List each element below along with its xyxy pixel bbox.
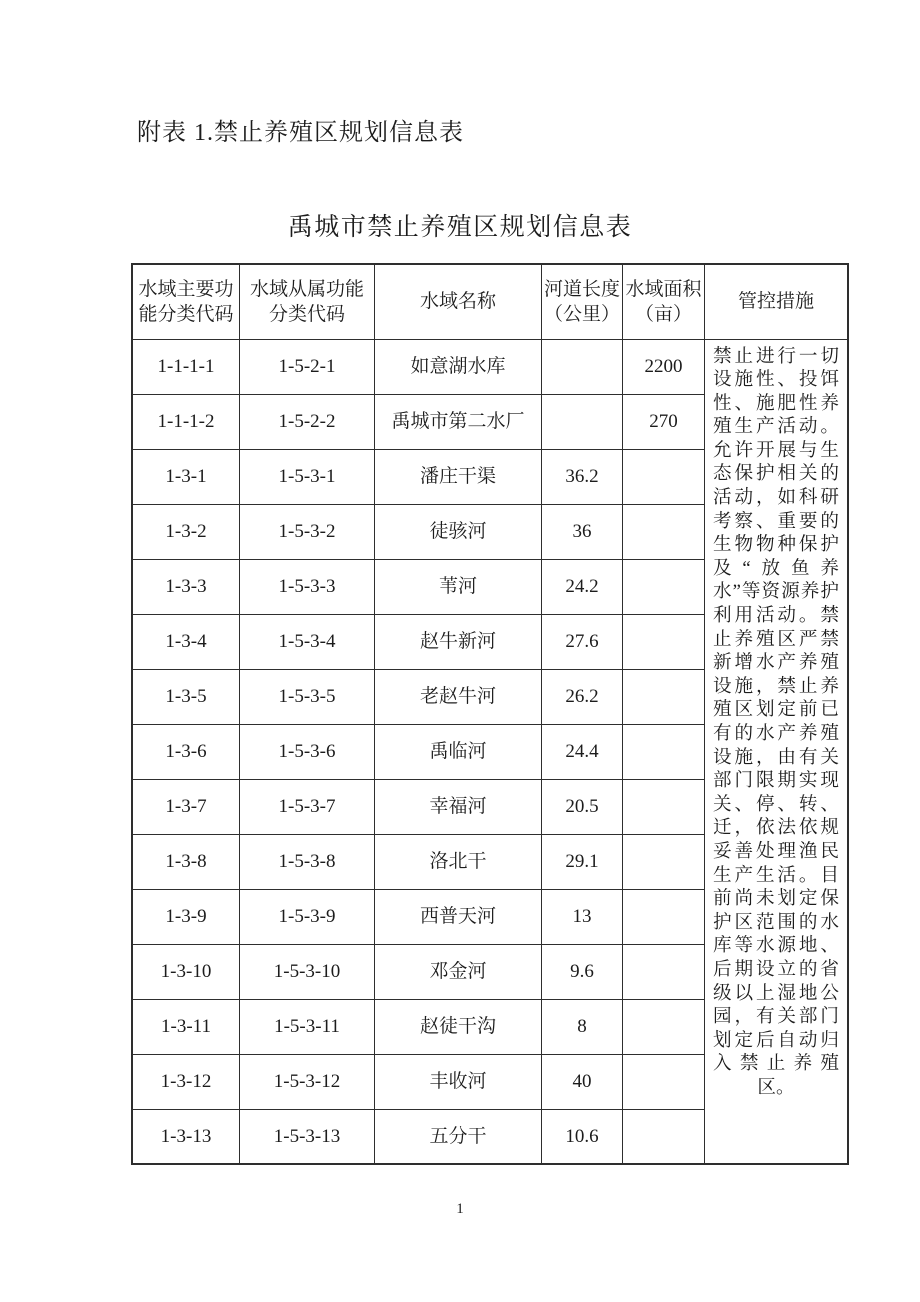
cell-length: 36.2 <box>542 449 623 504</box>
cell-area <box>623 669 705 724</box>
cell-length: 24.2 <box>542 559 623 614</box>
cell-main-code: 1-3-11 <box>132 999 240 1054</box>
cell-main-code: 1-3-1 <box>132 449 240 504</box>
table-body <box>132 339 848 1164</box>
cell-name: 苇河 <box>375 559 542 614</box>
cell-area <box>623 999 705 1054</box>
cell-sub-code: 1-5-3-3 <box>240 559 375 614</box>
cell-sub-code: 1-5-3-5 <box>240 669 375 724</box>
cell-name: 赵徒干沟 <box>375 999 542 1054</box>
cell-area <box>623 944 705 999</box>
cell-sub-code: 1-5-3-2 <box>240 504 375 559</box>
cell-length <box>542 394 623 449</box>
cell-area <box>623 779 705 834</box>
cell-name: 潘庄干渠 <box>375 449 542 504</box>
cell-area <box>623 834 705 889</box>
cell-main-code: 1-3-13 <box>132 1109 240 1164</box>
cell-sub-code: 1-5-3-7 <box>240 779 375 834</box>
cell-name: 邓金河 <box>375 944 542 999</box>
cell-area: 2200 <box>623 339 705 394</box>
cell-length: 13 <box>542 889 623 944</box>
cell-name: 老赵牛河 <box>375 669 542 724</box>
cell-length: 40 <box>542 1054 623 1109</box>
cell-main-code: 1-1-1-1 <box>132 339 240 394</box>
page-number: 1 <box>456 1201 464 1217</box>
cell-name: 如意湖水库 <box>375 339 542 394</box>
cell-main-code: 1-3-2 <box>132 504 240 559</box>
column-header-area: 水域面积（亩） <box>623 264 705 339</box>
cell-main-code: 1-3-4 <box>132 614 240 669</box>
cell-name: 赵牛新河 <box>375 614 542 669</box>
cell-length <box>542 339 623 394</box>
cell-main-code: 1-3-3 <box>132 559 240 614</box>
cell-main-code: 1-3-9 <box>132 889 240 944</box>
cell-sub-code: 1-5-3-10 <box>240 944 375 999</box>
cell-length: 24.4 <box>542 724 623 779</box>
column-header-sub-code: 水域从属功能分类代码 <box>240 264 375 339</box>
column-header-measures: 管控措施 <box>705 264 849 339</box>
cell-area <box>623 724 705 779</box>
cell-name: 洛北干 <box>375 834 542 889</box>
cell-sub-code: 1-5-3-6 <box>240 724 375 779</box>
table-row <box>132 339 848 394</box>
cell-length: 8 <box>542 999 623 1054</box>
cell-sub-code: 1-5-3-13 <box>240 1109 375 1164</box>
cell-area <box>623 614 705 669</box>
cell-length: 27.6 <box>542 614 623 669</box>
column-header-main-code: 水域主要功能分类代码 <box>132 264 240 339</box>
cell-name: 幸福河 <box>375 779 542 834</box>
cell-length: 29.1 <box>542 834 623 889</box>
cell-main-code: 1-3-6 <box>132 724 240 779</box>
cell-main-code: 1-3-5 <box>132 669 240 724</box>
cell-length: 10.6 <box>542 1109 623 1164</box>
table-header <box>132 264 848 339</box>
cell-sub-code: 1-5-3-11 <box>240 999 375 1054</box>
cell-main-code: 1-3-8 <box>132 834 240 889</box>
attachment-title: 附表 1.禁止养殖区规划信息表 <box>137 120 464 146</box>
cell-sub-code: 1-5-2-1 <box>240 339 375 394</box>
table-title: 禹城市禁止养殖区规划信息表 <box>287 214 633 241</box>
cell-sub-code: 1-5-2-2 <box>240 394 375 449</box>
cell-area <box>623 889 705 944</box>
header-row <box>132 264 848 339</box>
cell-main-code: 1-3-12 <box>132 1054 240 1109</box>
cell-sub-code: 1-5-3-1 <box>240 449 375 504</box>
cell-length: 20.5 <box>542 779 623 834</box>
cell-length: 9.6 <box>542 944 623 999</box>
cell-name: 五分干 <box>375 1109 542 1164</box>
cell-area <box>623 1109 705 1164</box>
cell-length: 36 <box>542 504 623 559</box>
planning-info-table <box>131 263 849 1165</box>
cell-name: 西普天河 <box>375 889 542 944</box>
cell-main-code: 1-3-10 <box>132 944 240 999</box>
cell-area <box>623 1054 705 1109</box>
cell-length: 26.2 <box>542 669 623 724</box>
cell-sub-code: 1-5-3-8 <box>240 834 375 889</box>
cell-sub-code: 1-5-3-9 <box>240 889 375 944</box>
cell-area: 270 <box>623 394 705 449</box>
cell-area <box>623 559 705 614</box>
column-header-length: 河道长度（公里） <box>542 264 623 339</box>
control-measures-cell: 禁止进行一切设施性、投饵性、施肥性养殖生产活动。允许开展与生态保护相关的活动，如科研考察、重要的生物物种保护及“放鱼养水”等资源养护利用活动。禁止养殖区严禁新增水产养殖设施，禁止养殖区划定前已有的水产养殖设施，由有关部门限期实现关、停、转、迁，依法依规妥善处理渔民生产生活。目前尚未划定保护区范围的水库等水源地、后期设立的省级以上湿地公园，有关部门划定后自动归入禁止养殖区。 <box>705 339 849 1164</box>
cell-area <box>623 449 705 504</box>
cell-sub-code: 1-5-3-4 <box>240 614 375 669</box>
column-header-name: 水域名称 <box>375 264 542 339</box>
cell-name: 禹临河 <box>375 724 542 779</box>
cell-main-code: 1-3-7 <box>132 779 240 834</box>
cell-sub-code: 1-5-3-12 <box>240 1054 375 1109</box>
cell-main-code: 1-1-1-2 <box>132 394 240 449</box>
cell-name: 禹城市第二水厂 <box>375 394 542 449</box>
cell-area <box>623 504 705 559</box>
cell-name: 丰收河 <box>375 1054 542 1109</box>
cell-name: 徒骇河 <box>375 504 542 559</box>
